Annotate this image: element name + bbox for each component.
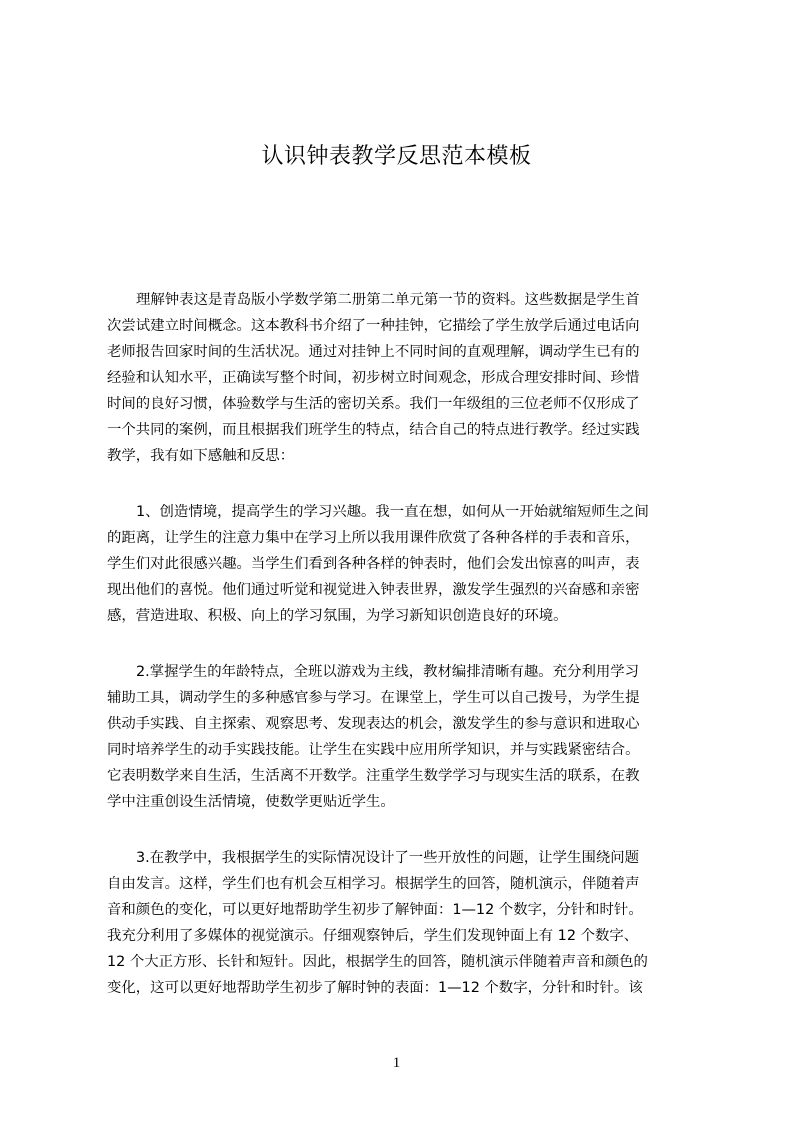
text-line: 我充分利用了多媒体的视觉演示。仔细观察钟后，学生们发现钟面上有 12 个数字、 bbox=[107, 928, 639, 944]
text-line: 同时培养学生的动手实践技能。让学生在实践中应用所学知识，并与实践紧密结合。 bbox=[107, 742, 640, 758]
text-line: 现出他们的喜悦。他们通过听觉和视觉进入钟表世界，激发学生强烈的兴奋感和亲密 bbox=[107, 582, 640, 598]
text-line: 学生们对此很感兴趣。当学生们看到各种各样的钟表时，他们会发出惊喜的叫声，表 bbox=[107, 556, 640, 572]
paragraph-intro bbox=[107, 287, 702, 469]
text-line: 的距离，让学生的注意力集中在学习上所以我用课件欣赏了各种各样的手表和音乐， bbox=[107, 530, 640, 546]
text-line: 12 个大正方形、长针和短针。因此，根据学生的回答，随机演示伴随着声音和颜色的 bbox=[107, 954, 648, 970]
document-body bbox=[107, 287, 702, 1031]
text-line: 3.在教学中，我根据学生的实际情况设计了一些开放性的问题，让学生围绕问题 bbox=[136, 850, 640, 866]
text-line: 2.掌握学生的年龄特点，全班以游戏为主线，教材编排清晰有趣。充分利用学习 bbox=[136, 664, 640, 680]
text-line: 经验和认知水平，正确读写整个时间，初步树立时间观念，形成合理安排时间、珍惜 bbox=[107, 370, 640, 386]
paragraph-point-3 bbox=[107, 845, 702, 1001]
text-line: 老师报告回家时间的生活状况。通过对挂钟上不同时间的直观理解，调动学生已有的 bbox=[107, 344, 640, 360]
text-line: 变化，这可以更好地帮助学生初步了解时钟的表面：1—12 个数字，分针和时针。该 bbox=[107, 980, 643, 996]
text-line: 它表明数学来自生活，生活离不开数学。注重学生数学学习与现实生活的联系，在教 bbox=[107, 768, 640, 784]
text-line: 自由发言。这样，学生们也有机会互相学习。根据学生的回答，随机演示，伴随着声 bbox=[107, 876, 640, 892]
text-line: 音和颜色的变化，可以更好地帮助学生初步了解钟面：1—12 个数字，分针和时针。 bbox=[107, 902, 643, 918]
text-line: 一个共同的案例，而且根据我们班学生的特点，结合自己的特点进行教学。经过实践 bbox=[107, 422, 640, 438]
text-line: 辅助工具，调动学生的多种感官参与学习。在课堂上，学生可以自己拨号，为学生提 bbox=[107, 690, 640, 706]
text-line: 学中注重创设生活情境，使数学更贴近学生。 bbox=[107, 794, 395, 810]
page-number: 1 bbox=[392, 1055, 401, 1071]
paragraph-point-2 bbox=[107, 659, 702, 815]
text-line: 时间的良好习惯，体验数学与生活的密切关系。我们一年级组的三位老师不仅形成了 bbox=[107, 396, 640, 412]
document-title: 认识钟表教学反思范本模板 bbox=[261, 144, 532, 169]
text-line: 1、创造情境，提高学生的学习兴趣。我一直在想，如何从一开始就缩短师生之间 bbox=[136, 504, 649, 520]
text-line: 供动手实践、自主探索、观察思考、发现表达的机会，激发学生的参与意识和进取心 bbox=[107, 716, 640, 732]
text-line: 教学，我有如下感触和反思： bbox=[107, 448, 295, 464]
paragraph-point-1 bbox=[107, 499, 702, 629]
text-line: 感，营造进取、积极、向上的学习氛围，为学习新知识创造良好的环境。 bbox=[107, 608, 568, 624]
text-line: 理解钟表这是青岛版小学数学第二册第二单元第一节的资料。这些数据是学生首 bbox=[136, 292, 640, 308]
text-line: 次尝试建立时间概念。这本教科书介绍了一种挂钟，它描绘了学生放学后通过电话向 bbox=[107, 318, 640, 334]
